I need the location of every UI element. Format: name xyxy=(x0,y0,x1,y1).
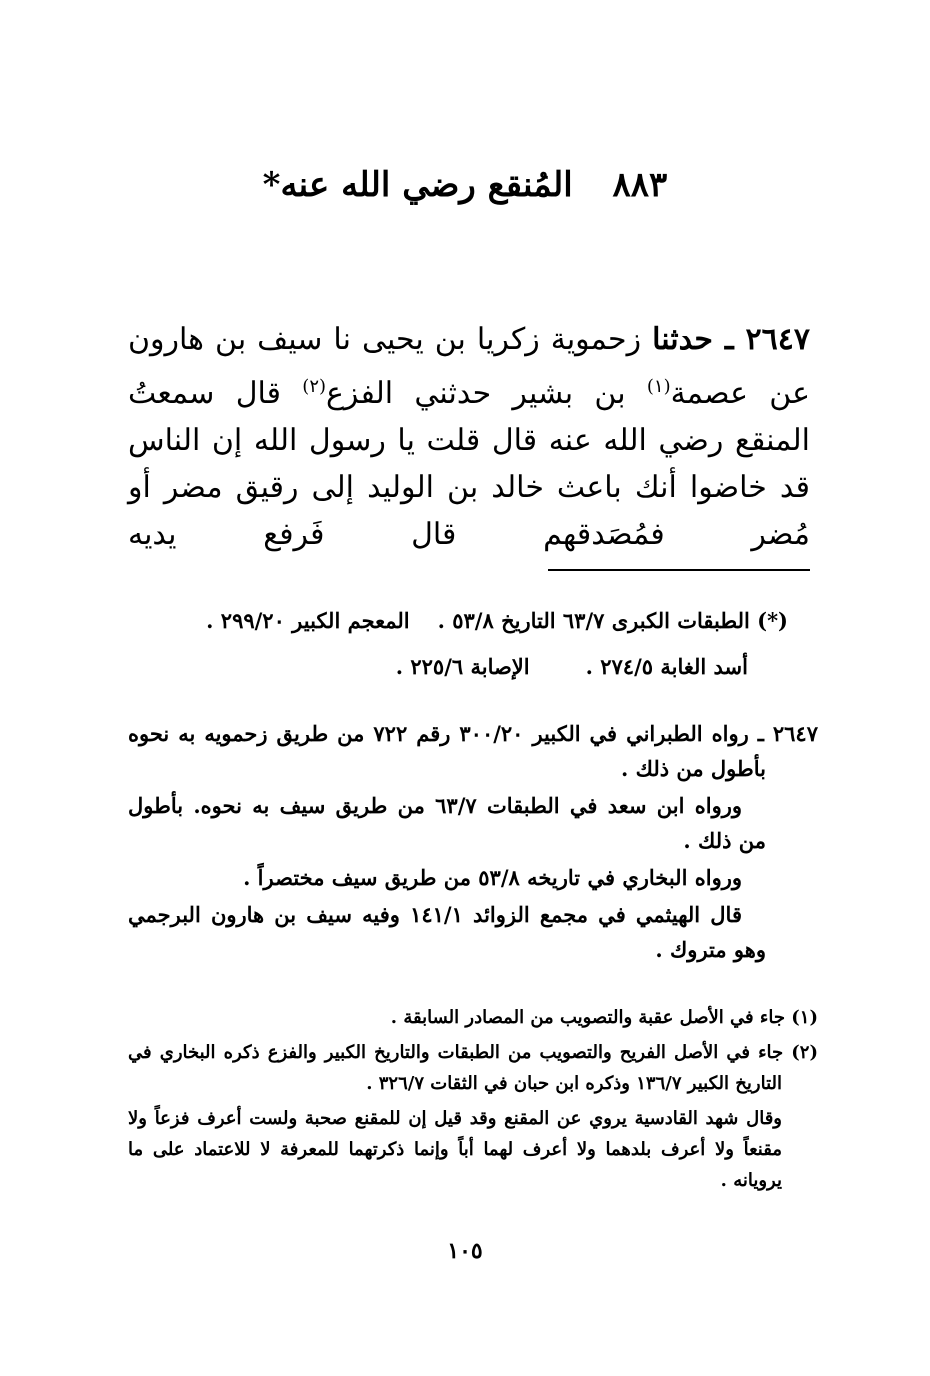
page-number: ١٠٥ xyxy=(447,1238,483,1264)
hadith-lead: ٢٦٤٧ ـ حدثنا xyxy=(652,322,810,357)
footnote-divider xyxy=(548,569,810,571)
footnote-2: (٢) جاء في الأصل الفريح والتصويب من الطبقات والتاريخ الكبير والفزع ذكره البخاري في التاريخ الكبير ١٣٦/٧ وذكره ابن حبان في الثقات ٣٢٦/٧ . xyxy=(128,1042,818,1094)
chapter-heading xyxy=(0,160,930,210)
footnote-2-continuation: وقال شهد القادسية يروي عن المقنع وقد قيل إن للمقنع صحبة ولست أعرف فزعاً ولا مقنعاً ولا أعرف بلدهما ولا أعرف لهما أباً وإنما ذكرتهما للمعرفة لا للاعتماد على ما يرويانه . xyxy=(128,1108,782,1191)
chapter-title: المُنقع رضي الله عنه* xyxy=(262,165,573,205)
chapter-number: ٨٨٣ xyxy=(612,165,668,205)
sources-line-2b: الإصابة ٢٢٥/٦ . xyxy=(395,654,530,679)
takhrij-paragraph-3: ورواه البخاري في تاريخه ٥٣/٨ من طريق سيف مختصراً . xyxy=(243,865,742,890)
hadith-text xyxy=(128,316,810,558)
footnote-ref-1: (١) xyxy=(646,376,671,397)
hadith-paragraph xyxy=(128,316,810,558)
takhrij-paragraph-1: ٢٦٤٧ ـ رواه الطبراني في الكبير ٣٠٠/٢٠ رقم ٧٢٢ من طريق زحمويه به نحوه بأطول من ذلك . xyxy=(128,721,818,781)
footnotes-block xyxy=(128,1002,818,1200)
hadith-text-part1: زحموية زكريا بن يحيى نا سيف بن هارون عن عصمة xyxy=(128,322,810,411)
footnote-1: (١) جاء في الأصل عقبة والتصويب من المصادر السابقة . xyxy=(390,1007,818,1028)
sources-line-1b: المعجم الكبير ٢٩٩/٢٠ . xyxy=(206,608,410,633)
takhrij-block xyxy=(128,716,818,969)
sources-line-1a: (*) الطبقات الكبرى ٦٣/٧ التاريخ ٥٣/٨ . xyxy=(437,608,788,633)
sources-line-1 xyxy=(128,598,788,644)
hadith-text-part3: قال سمعتُ المنقع رضي الله عنه قال قلت يا رسول الله إن الناس قد خاضوا أنك باعث خالد بن الوليد إلى رقيق مضر أو مُضر فمُصَدقهم قال فَرفع يديه xyxy=(128,376,810,552)
sources-line-2 xyxy=(128,644,788,690)
takhrij-paragraph-2: ورواه ابن سعد في الطبقات ٦٣/٧ من طريق سيف به نحوه. بأطول من ذلك . xyxy=(128,793,766,853)
sources-line-2a: أسد الغابة ٢٧٤/٥ . xyxy=(585,654,748,679)
hadith-text-part2: بن بشير حدثني الفزع xyxy=(326,376,647,411)
sources-block xyxy=(128,598,788,690)
takhrij-paragraph-4: قال الهيثمي في مجمع الزوائد ١٤١/١ وفيه سيف بن هارون البرجمي وهو متروك . xyxy=(128,902,766,962)
footnote-ref-2: (٢) xyxy=(302,376,327,397)
